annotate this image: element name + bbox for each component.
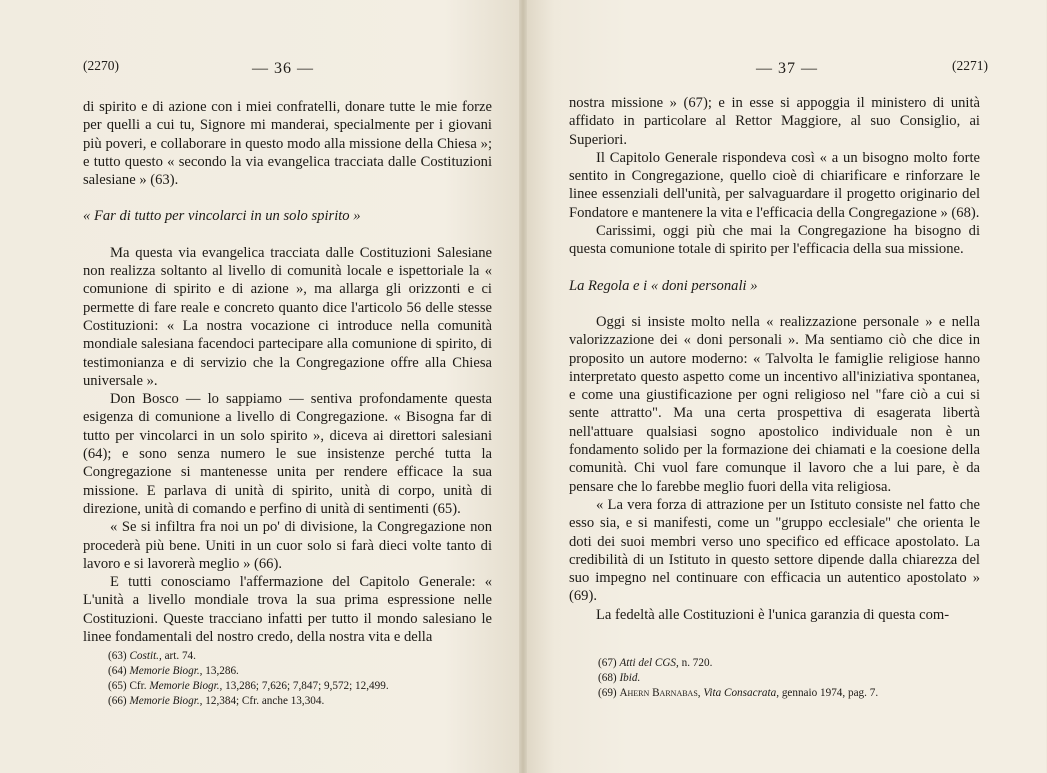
paragraph: di spirito e di azione con i miei confratelli, donare tutte le mie forze per quelli a cui tu, Signore mi manderai, specialmente per i giovani più poveri, e collaborare in questo modo alla missione della Chiesa »; e tutto questo « secondo la via evangelica tracciata dalle Costituzioni salesiane » (63). <box>83 99 492 189</box>
footnote: (66) Memorie Biogr., 12,384; Cfr. anche 13,304. <box>108 695 325 707</box>
paragraph: Carissimi, oggi più che mai la Congregazione ha bisogno di questa comunione totale di spirito per l'efficacia della sua missione. <box>569 223 980 258</box>
paragraph: Ma questa via evangelica tracciata dalle Costituzioni Salesiane non realizza soltanto al livello di comunità locale e ispettoriale la « comunione di spirito e di azione », ma allarga gli orizzonti e ci permette di fare reale e concreto quanto dice l'articolo 56 delle stesse Costituzioni: « La nostra vocazione ci introduce nella comunità mondiale salesiana facendoci partecipare alla comunione di spirito, di testimonianza e di servizio che la Congregazione offre alla Chiesa universale ». <box>83 244 492 389</box>
paragraph: « Se si infiltra fra noi un po' di divisione, la Congregazione non procederà più bene. Uniti in un cuor solo si farà dieci volte tanto di lavoro e si lavorerà meglio » (66). <box>83 519 492 572</box>
paragraph: E tutti conosciamo l'affermazione del Capitolo Generale: « L'unità a livello mondiale trova la sua prima espressione nelle Costituzioni. Queste tracciano infatti per tutto il mondo salesiano le linee fondamentali del nostro credo, della nostra vita e della <box>83 574 492 646</box>
paragraph: nostra missione » (67); e in esse si appoggia il ministero di unità affidato in particolare al Rettor Maggiore, al suo Consiglio, ai Superiori. <box>569 95 980 148</box>
paragraph: La fedeltà alle Costituzioni è l'unica garanzia di questa com- <box>596 606 950 623</box>
footnote: (64) Memorie Biogr., 13,286. <box>108 665 239 677</box>
section-heading: La Regola e i « doni personali » <box>569 277 758 294</box>
paragraph: Oggi si insiste molto nella « realizzazione personale » e nella valorizzazione dei « doni personali ». Ma sentiamo ciò che dice in proposito un autore moderno: « Talvolta le famiglie religiose hanno interpretato questo aspetto come un incentivo all'iniziativa spontanea, e come una giustificazione per ogni religioso nel "fare ciò a cui si sente attratto". Ma una certa prospettiva di esagerata libertà nell'attuare qualsiasi sogno apostolico individuale non è un fondamento solido per la formazione dei chiamati e la coesione della comunità. Chi vuol fare comunque il lavoro che a lui pare, è da pensare che lo farebbe meglio fuori della vita religiosa. <box>569 313 980 495</box>
paragraph: « La vera forza di attrazione per un Istituto consiste nel fatto che esso sia, e si manifesti, come un "gruppo ecclesiale" che orienta le doti dei suoi membri verso uno specifico ed efficace apostolato. La credibilità di un Istituto in questo settore dipende dalla chiarezza del suo impegno nel continuare con efficacia un autentico apostolato » (69). <box>569 496 980 605</box>
right-body-text <box>569 94 980 624</box>
left-body-text <box>83 98 492 646</box>
book-gutter <box>519 0 527 773</box>
left-page <box>0 0 523 773</box>
footnote: (69) Ahern Barnabas, Vita Consacrata, gennaio 1974, pag. 7. <box>598 687 879 699</box>
left-footnotes <box>108 649 389 709</box>
footnote: (67) Atti del CGS, n. 720. <box>598 657 713 669</box>
footnote: (68) Ibid. <box>598 672 641 684</box>
footnote: (65) Cfr. Memorie Biogr., 13,286; 7,626; 7,847; 9,572; 12,499. <box>108 680 389 692</box>
footnote: (63) Costit., art. 74. <box>108 650 196 662</box>
right-page-number: — 37 — <box>756 60 818 77</box>
right-page <box>523 0 1046 773</box>
section-heading: « Far di tutto per vincolarci in un solo spirito » <box>83 208 361 225</box>
right-footnotes <box>598 656 878 701</box>
right-header-code: (2271) <box>952 58 988 73</box>
left-header-code: (2270) <box>83 58 119 73</box>
paragraph: Il Capitolo Generale rispondeva così « a un bisogno molto forte sentito in Congregazione, quello cioè di chiarificare e rinforzare le linee essenziali dell'unità, per salvaguardare il progetto originario del Fondatore e mantenere la vita e l'efficacia della Congregazione » (68). <box>569 149 980 221</box>
left-page-number: — 36 — <box>252 60 314 77</box>
paragraph: Don Bosco — lo sappiamo — sentiva profondamente questa esigenza di comunione a livello di Congregazione. « Bisogna far di tutto per vincolarci in un solo spirito », diceva ai direttori salesiani (64); e sono senza numero le sue insistenze perché tutta la Congregazione si mantenesse unita per rendere efficace la sua missione. E parlava di unità di spirito, unità di corpo, unità di direzione, unità di comando e perfino di unità di sentimenti (65). <box>83 391 492 517</box>
